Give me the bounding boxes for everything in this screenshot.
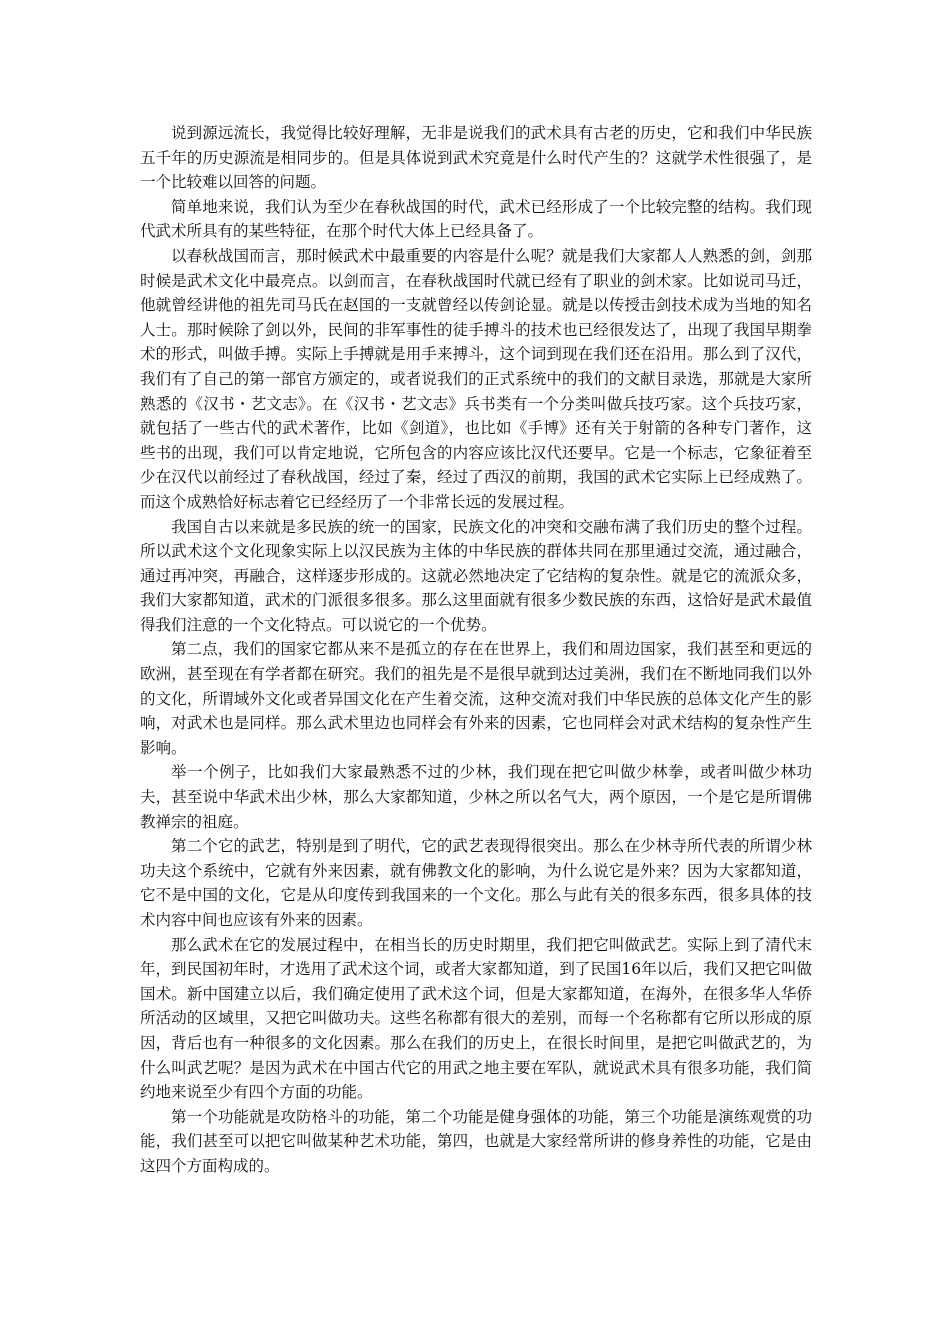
paragraph-6: 举一个例子，比如我们大家最熟悉不过的少林，我们现在把它叫做少林拳，或者叫做少林功夫，甚至说中华武术出少林，那么大家都知道，少林之所以名气大，两个原因，一个是它是所谓佛教禅宗的祖庭。 — [140, 763, 812, 831]
paragraph-9: 第一个功能就是攻防格斗的功能，第二个功能是健身强体的功能，第三个功能是演练观赏的功能，我们甚至可以把它叫做某种艺术功能，第四，也就是大家经常所讲的修身养性的功能，它是由这四个方面构成的。 — [140, 1107, 812, 1175]
paragraph-4: 我国自古以来就是多民族的统一的国家，民族文化的冲突和交融布满了我们历史的整个过程。所以武术这个文化现象实际上以汉民族为主体的中华民族的群体共同在那里通过交流，通过融合，通过再冲突，再融合，这样逐步形成的。这就必然地决定了它结构的复杂性。就是它的流派众多，我们大家都知道，武术的门派很多很多。那么这里面就有很多少数民族的东西，这恰好是武术最值得我们注意的一个文化特点。可以说它的一个优势。 — [140, 517, 812, 634]
paragraph-1: 说到源远流长，我觉得比较好理解，无非是说我们的武术具有古老的历史，它和我们中华民族五千年的历史源流是相同步的。但是具体说到武术究竟是什么时代产生的？这就学术性很强了，是一个比较难以回答的问题。 — [140, 124, 812, 192]
article-body — [140, 121, 812, 1179]
paragraph-2: 简单地来说，我们认为至少在春秋战国的时代，武术已经形成了一个比较完整的结构。我们现代武术所具有的某些特征，在那个时代大体上已经具备了。 — [140, 197, 812, 241]
paragraph-3: 以春秋战国而言，那时候武术中最重要的内容是什么呢？就是我们大家都人人熟悉的剑，剑那时候是武术文化中最亮点。以剑而言，在春秋战国时代就已经有了职业的剑术家。比如说司马迁，他就曾经讲他的祖先司马氏在赵国的一支就曾经以传剑论显。就是以传授击剑技术成为当地的知名人士。那时候除了剑以外，民间的非军事性的徒手搏斗的技术也已经很发达了，出现了我国早期拳术的形式，叫做手搏。实际上手搏就是用手来搏斗，这个词到现在我们还在沿用。那么到了汉代，我们有了自己的第一部官方颁定的，或者说我们的正式系统中的我们的文献目录选，那就是大家所熟悉的《汉书・艺文志》。在《汉书・艺文志》兵书类有一个分类叫做兵技巧家。这个兵技巧家，就包括了一些古代的武术著作，比如《剑道》，也比如《手博》还有关于射箭的各种专门著作，这些书的出现，我们可以肯定地说，它所包含的内容应该比汉代还要早。它是一个标志，它象征着至少在汉代以前经过了春秋战国，经过了秦，经过了西汉的前期，我国的武术它实际上已经成熟了。而这个成熟恰好标志着它已经经历了一个非常长远的发展过程。 — [140, 246, 812, 511]
paragraph-7: 第二个它的武艺，特别是到了明代，它的武艺表现得很突出。那么在少林寺所代表的所谓少林功夫这个系统中，它就有外来因素，就有佛教文化的影响，为什么说它是外来？因为大家都知道，它不是中国的文化，它是从印度传到我国来的一个文化。那么与此有关的很多东西，很多具体的技术内容中间也应该有外来的因素。 — [140, 837, 812, 929]
paragraph-5: 第二点，我们的国家它都从来不是孤立的存在在世界上，我们和周边国家，我们甚至和更远的欧洲，甚至现在有学者都在研究。我们的祖先是不是很早就到达过美洲，我们在不断地同我们以外的文化，所谓域外文化或者异国文化在产生着交流，这种交流对我们中华民族的总体文化产生的影响，对武术也是同样。那么武术里边也同样会有外来的因素，它也同样会对武术结构的复杂性产生影响。 — [140, 640, 812, 757]
paragraph-8: 那么武术在它的发展过程中，在相当长的历史时期里，我们把它叫做武艺。实际上到了清代末年，到民国初年时，才选用了武术这个词，或者大家都知道，到了民国16年以后，我们又把它叫做国术。新中国建立以后，我们确定使用了武术这个词，但是大家都知道，在海外，在很多华人华侨所活动的区域里，又把它叫做功夫。这些名称都有很大的差别，而每一个名称都有它所以形成的原因，背后也有一种很多的文化因素。那么在我们的历史上，在很长时间里，是把它叫做武艺的，为什么叫武艺呢？是因为武术在中国古代它的用武之地主要在军队，就说武术具有很多功能，我们简约地来说至少有四个方面的功能。 — [140, 935, 812, 1102]
